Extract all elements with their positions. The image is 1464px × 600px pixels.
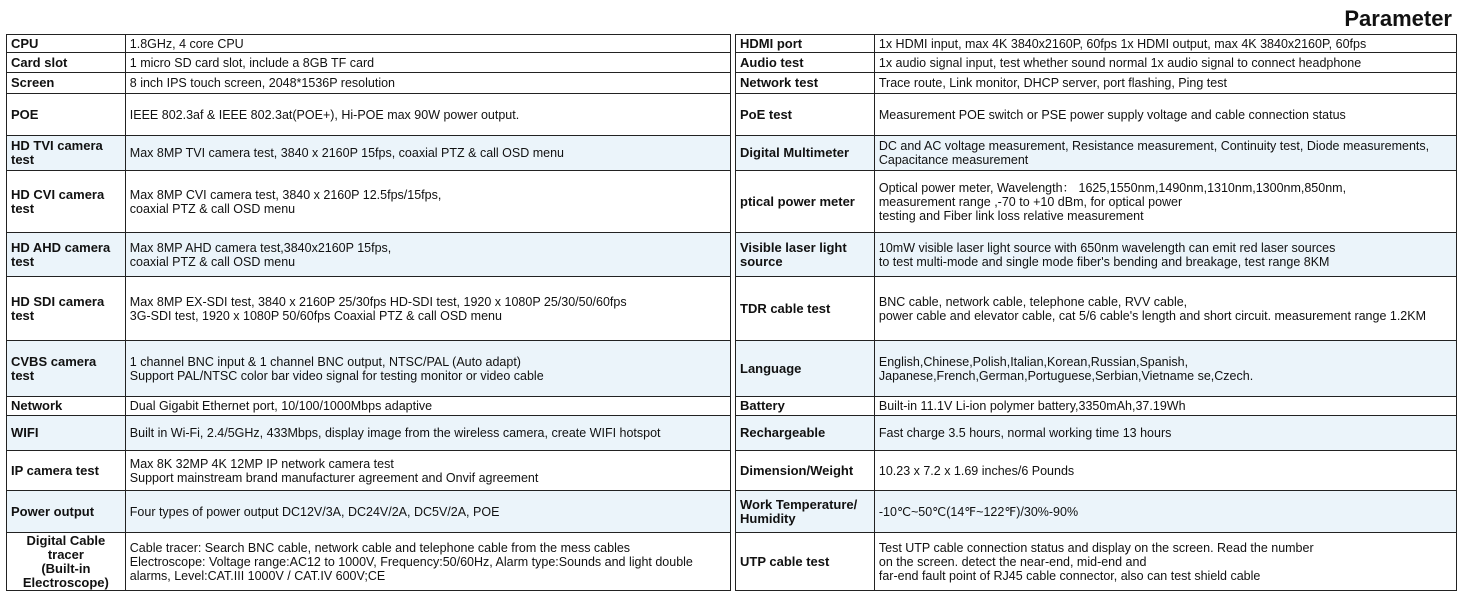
spec-row-rechargeable [736,416,1457,451]
spec-value: Test UTP cable connection status and display on the screen. Read the number on the screen. detect the near-end, mid-end and far-end fault point of RJ45 cable connector, also can test shield cable [874,533,1456,591]
spec-row-power-output [7,491,731,533]
spec-key: Screen [7,73,126,94]
spec-table-right [735,34,1457,591]
spec-value: Dual Gigabit Ethernet port, 10/100/1000Mbps adaptive [125,397,730,416]
spec-value: Measurement POE switch or PSE power supply voltage and cable connection status [874,94,1456,136]
spec-row-work-temp [736,491,1457,533]
spec-value: Built in Wi-Fi, 2.4/5GHz, 433Mbps, display image from the wireless camera, create WIFI hotspot [125,416,730,451]
spec-key: CVBS camera test [7,341,126,397]
spec-row-hd-tvi [7,136,731,171]
spec-key: HDMI port [736,35,875,53]
spec-key: Network [7,397,126,416]
spec-key: Audio test [736,53,875,73]
spec-value: 1 channel BNC input & 1 channel BNC output, NTSC/PAL (Auto adapt) Support PAL/NTSC color bar video signal for testing monitor or video cable [125,341,730,397]
spec-value: 10mW visible laser light source with 650nm wavelength can emit red laser sources to test multi-mode and single mode fiber's bending and breakage, test range 8KM [874,233,1456,277]
spec-row-cvbs [7,341,731,397]
spec-value: -10℃~50℃(14℉~122℉)/30%-90% [874,491,1456,533]
spec-key: Rechargeable [736,416,875,451]
spec-value: Trace route, Link monitor, DHCP server, port flashing, Ping test [874,73,1456,94]
spec-value: 10.23 x 7.2 x 1.69 inches/6 Pounds [874,451,1456,491]
spec-key: HD AHD camera test [7,233,126,277]
spec-key: Dimension/Weight [736,451,875,491]
spec-row-ip-camera [7,451,731,491]
spec-table-left [6,34,731,591]
spec-key: PoE test [736,94,875,136]
spec-value: 1 micro SD card slot, include a 8GB TF card [125,53,730,73]
spec-key: CPU [7,35,126,53]
spec-row-language [736,341,1457,397]
spec-row-hd-ahd [7,233,731,277]
spec-key: Digital Cable tracer (Built-in Electroscope) [7,533,126,591]
spec-key: Card slot [7,53,126,73]
spec-key: Digital Multimeter [736,136,875,171]
spec-key: Visible laser light source [736,233,875,277]
spec-value: BNC cable, network cable, telephone cable, RVV cable, power cable and elevator cable, cat 5/6 cable's length and short circuit. measurement range 1.2KM [874,277,1456,341]
spec-value: 1x HDMI input, max 4K 3840x2160P, 60fps 1x HDMI output, max 4K 3840x2160P, 60fps [874,35,1456,53]
spec-key: Language [736,341,875,397]
spec-value: Max 8MP TVI camera test, 3840 x 2160P 15fps, coaxial PTZ & call OSD menu [125,136,730,171]
spec-row-tdr [736,277,1457,341]
spec-value: 1.8GHz, 4 core CPU [125,35,730,53]
spec-key: IP camera test [7,451,126,491]
spec-row-wifi [7,416,731,451]
spec-row-hd-sdi [7,277,731,341]
spec-value: Fast charge 3.5 hours, normal working time 13 hours [874,416,1456,451]
spec-row-network-test [736,73,1457,94]
spec-row-dimension [736,451,1457,491]
spec-key: ptical power meter [736,171,875,233]
spec-key: Work Temperature/ Humidity [736,491,875,533]
spec-value: DC and AC voltage measurement, Resistance measurement, Continuity test, Diode measurements, Capacitance measurement [874,136,1456,171]
spec-value: Max 8K 32MP 4K 12MP IP network camera test Support mainstream brand manufacturer agreement and Onvif agreement [125,451,730,491]
spec-row-utp [736,533,1457,591]
spec-row-audio [736,53,1457,73]
spec-key: TDR cable test [736,277,875,341]
spec-row-laser [736,233,1457,277]
spec-row-battery [736,397,1457,416]
spec-row-poe-test [736,94,1457,136]
spec-row-hdmi [736,35,1457,53]
spec-row-optical-power [736,171,1457,233]
spec-row-screen [7,73,731,94]
spec-value: Max 8MP CVI camera test, 3840 x 2160P 12.5fps/15fps, coaxial PTZ & call OSD menu [125,171,730,233]
spec-value: Optical power meter, Wavelength： 1625,1550nm,1490nm,1310nm,1300nm,850nm, measurement range ,-70 to +10 dBm, for optical power testing and Fiber link loss relative measurement [874,171,1456,233]
spec-row-multimeter [736,136,1457,171]
spec-row-hd-cvi [7,171,731,233]
spec-value: Cable tracer: Search BNC cable, network cable and telephone cable from the mess cables Electroscope: Voltage range:AC12 to 1000V, Frequency:50/60Hz, Alarm type:Sounds and light double alarms, Level:CAT.III 1000V / CAT.IV 600V;CE [125,533,730,591]
spec-key: UTP cable test [736,533,875,591]
spec-value: Max 8MP AHD camera test,3840x2160P 15fps, coaxial PTZ & call OSD menu [125,233,730,277]
page-title: Parameter [1344,6,1452,31]
spec-row-cable-tracer [7,533,731,591]
spec-value: IEEE 802.3af & IEEE 802.3at(POE+), Hi-POE max 90W power output. [125,94,730,136]
spec-value: Max 8MP EX-SDI test, 3840 x 2160P 25/30fps HD-SDI test, 1920 x 1080P 25/30/50/60fps 3G-SDI test, 1920 x 1080P 50/60fps Coaxial PTZ & call OSD menu [125,277,730,341]
spec-row-poe [7,94,731,136]
spec-key: Network test [736,73,875,94]
spec-key: HD SDI camera test [7,277,126,341]
spec-key: Power output [7,491,126,533]
spec-key: POE [7,94,126,136]
spec-key: Battery [736,397,875,416]
spec-row-card-slot [7,53,731,73]
spec-key: HD TVI camera test [7,136,126,171]
spec-value: 1x audio signal input, test whether sound normal 1x audio signal to connect headphone [874,53,1456,73]
spec-value: 8 inch IPS touch screen, 2048*1536P resolution [125,73,730,94]
spec-value: English,Chinese,Polish,Italian,Korean,Russian,Spanish, Japanese,French,German,Portuguese,Serbian,Vietname se,Czech. [874,341,1456,397]
spec-key: HD CVI camera test [7,171,126,233]
spec-row-network [7,397,731,416]
spec-value: Four types of power output DC12V/3A, DC24V/2A, DC5V/2A, POE [125,491,730,533]
spec-key: WIFI [7,416,126,451]
spec-value: Built-in 11.1V Li-ion polymer battery,3350mAh,37.19Wh [874,397,1456,416]
spec-row-cpu [7,35,731,53]
